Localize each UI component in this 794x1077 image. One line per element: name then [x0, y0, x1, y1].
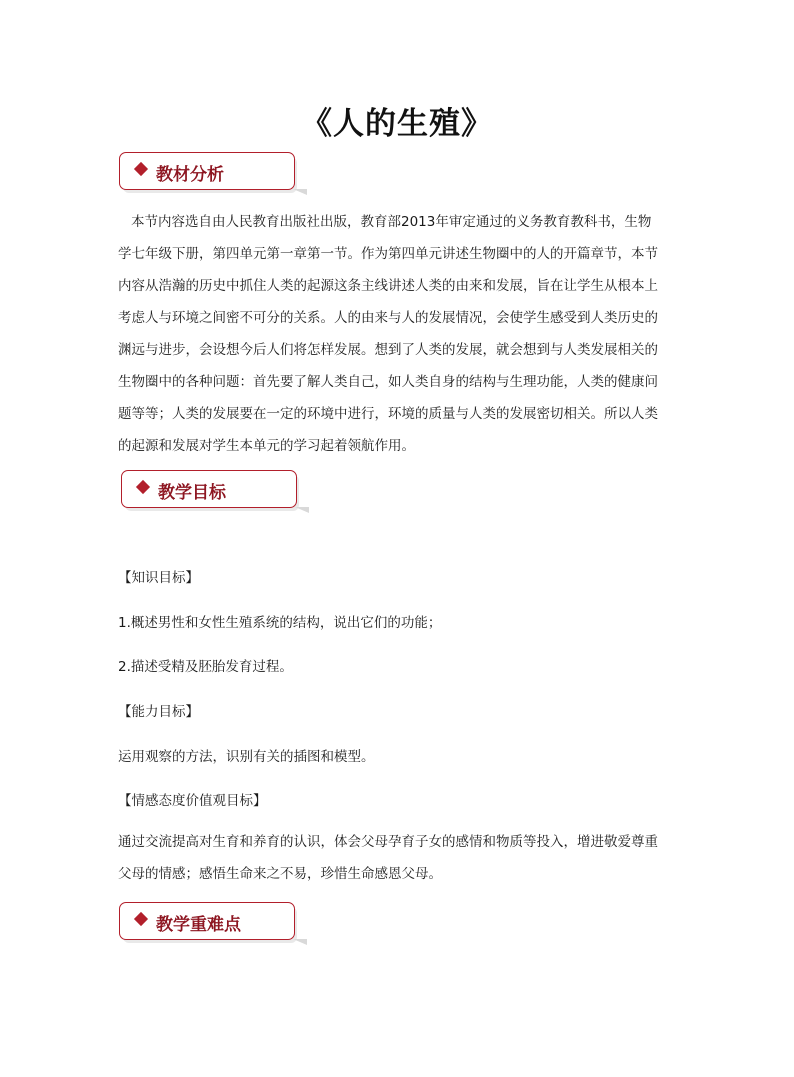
ability-text: 运用观察的方法，识别有关的插图和模型。: [118, 749, 375, 765]
banner-tail-decoration: [293, 189, 307, 195]
knowledge-item: 1.概述男性和女性生殖系统的结构，说出它们的功能；: [118, 615, 442, 631]
ability-heading: 【能力目标】: [118, 704, 199, 720]
paragraph-line: 生物圈中的各种问题：首先要了解人类自己，如人类自身的结构与生理功能，人类的健康问: [118, 374, 658, 390]
paragraph-line: 学七年级下册，第四单元第一章第一节。作为第四单元讲述生物圈中的人的开篇章节，本节: [118, 246, 658, 262]
paragraph-line: 通过交流提高对生育和养育的认识，体会父母孕育子女的感情和物质等投入，增进敬爱尊重: [118, 834, 658, 850]
banner-tail-decoration: [295, 507, 309, 513]
emotion-paragraph: [118, 826, 676, 890]
banner-tail-decoration: [293, 939, 307, 945]
section-label: 教学重难点: [156, 915, 241, 935]
paragraph-line: 考虑人与环境之间密不可分的关系。人的由来与人的发展情况，会使学生感受到人类历史的: [118, 310, 658, 326]
section-header-analysis: [119, 152, 295, 190]
analysis-paragraph: [118, 206, 676, 462]
paragraph-line: 的起源和发展对学生本单元的学习起着领航作用。: [118, 438, 415, 454]
section-header-difficulties: [119, 902, 295, 940]
paragraph-line: 内容从浩瀚的历史中抓住人类的起源这条主线讲述人类的由来和发展，旨在让学生从根本上: [118, 278, 658, 294]
emotion-heading: 【情感态度价值观目标】: [118, 793, 267, 809]
diamond-bullet-icon: [136, 480, 150, 494]
section-label: 教学目标: [158, 483, 226, 503]
knowledge-heading: 【知识目标】: [118, 570, 199, 586]
page-title: 《人的生殖》: [301, 106, 493, 142]
diamond-bullet-icon: [134, 162, 148, 176]
knowledge-item: 2.描述受精及胚胎发育过程。: [118, 659, 293, 675]
section-header-objectives: [121, 470, 297, 508]
paragraph-line: 本节内容选自由人民教育出版社出版，教育部2013年审定通过的义务教育教科书，生物: [131, 214, 652, 230]
paragraph-line: 父母的情感；感悟生命来之不易，珍惜生命感恩父母。: [118, 866, 442, 882]
paragraph-line: 题等等；人类的发展要在一定的环境中进行，环境的质量与人类的发展密切相关。所以人类: [118, 406, 658, 422]
diamond-bullet-icon: [134, 912, 148, 926]
section-label: 教材分析: [156, 165, 224, 185]
paragraph-line: 渊远与进步，会设想今后人们将怎样发展。想到了人类的发展，就会想到与人类发展相关的: [118, 342, 658, 358]
